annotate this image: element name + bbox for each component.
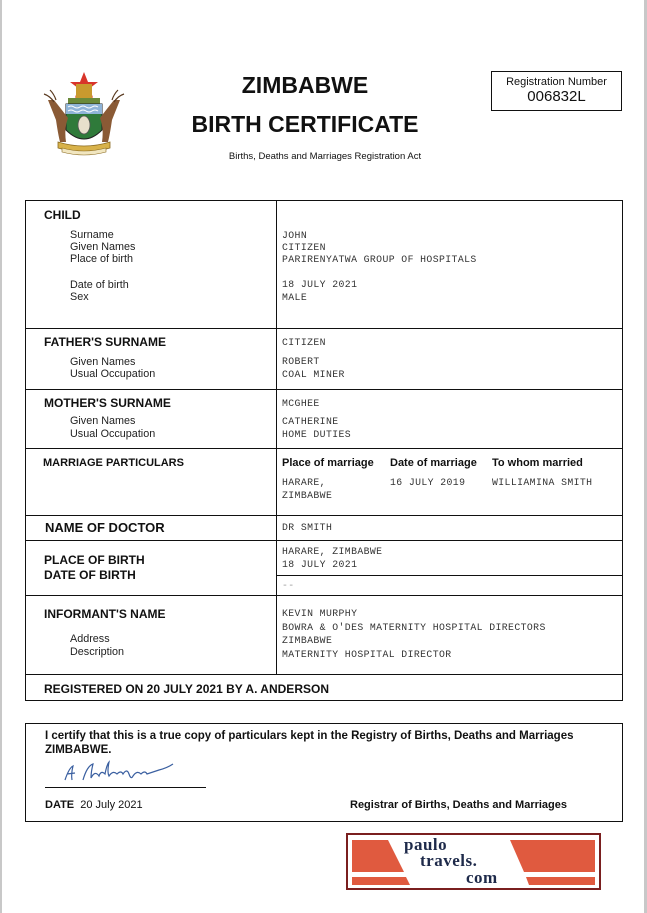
certification-date <box>45 799 143 811</box>
row-divider <box>26 448 622 449</box>
date-of-birth-heading: DATE OF BIRTH <box>44 568 136 582</box>
marriage-place-line2: ZIMBABWE <box>282 490 333 501</box>
marriage-date-value: 16 JULY 2019 <box>390 477 466 488</box>
certification-text-line2: ZIMBABWE. <box>45 744 112 756</box>
informant-address-line2: ZIMBABWE <box>282 635 333 646</box>
marriage-place-column: Place of marriage <box>282 457 374 469</box>
registrar-title: Registrar of Births, Deaths and Marriages <box>350 799 568 811</box>
row-divider <box>26 389 622 390</box>
particulars-table <box>25 200 623 701</box>
child-heading: CHILD <box>44 208 81 222</box>
mother-surname-value: MCGHEE <box>282 398 320 409</box>
logo-line2: travels. <box>420 851 478 870</box>
father-occupation-value: COAL MINER <box>282 369 345 380</box>
mother-given-names-value: CATHERINE <box>282 416 339 427</box>
child-given-names-label: Given Names <box>70 241 136 253</box>
informant-heading: INFORMANT'S NAME <box>44 607 166 621</box>
row-divider <box>26 540 622 541</box>
child-date-of-birth-label: Date of birth <box>70 279 129 291</box>
coat-of-arms-icon <box>30 70 138 160</box>
informant-description-label: Description <box>70 646 125 658</box>
document-title: BIRTH CERTIFICATE <box>191 111 419 137</box>
row-divider <box>26 595 622 596</box>
father-heading: FATHER'S SURNAME <box>44 335 166 349</box>
doctor-heading: NAME OF DOCTOR <box>45 520 165 535</box>
act-subtitle: Births, Deaths and Marriages Registration Act <box>228 151 422 162</box>
child-sex-value: MALE <box>282 292 308 303</box>
page-edge-left <box>0 0 2 913</box>
marriage-date-column: Date of marriage <box>390 457 477 469</box>
father-given-names-label: Given Names <box>70 356 136 368</box>
informant-description-value: MATERNITY HOSPITAL DIRECTOR <box>282 649 452 660</box>
informant-address-line1: BOWRA & O'DES MATERNITY HOSPITAL DIRECTORS <box>282 622 546 633</box>
marriage-heading: MARRIAGE PARTICULARS <box>43 457 184 469</box>
signature-icon <box>61 760 196 786</box>
mother-occupation-value: HOME DUTIES <box>282 429 352 440</box>
child-surname-value: JOHN <box>282 230 308 241</box>
paulo-travels-logo <box>346 833 601 890</box>
child-sex-label: Sex <box>70 291 89 303</box>
certification-text <box>45 729 615 757</box>
marriage-place-line1: HARARE, <box>282 477 326 488</box>
row-divider <box>26 515 622 516</box>
marriage-spouse-column: To whom married <box>492 457 583 469</box>
doctor-value: DR SMITH <box>282 522 333 533</box>
date-value: 20 July 2021 <box>80 799 143 811</box>
place-of-birth-value: HARARE, ZIMBABWE <box>282 546 383 557</box>
child-place-of-birth-label: Place of birth <box>70 253 134 265</box>
birth-extra-value: -- <box>282 580 295 591</box>
date-label: DATE <box>45 799 75 811</box>
informant-name-value: KEVIN MURPHY <box>282 608 358 619</box>
mother-given-names-label: Given Names <box>70 415 136 427</box>
registration-number-value: 006832L <box>527 88 586 105</box>
mother-heading: MOTHER'S SURNAME <box>44 396 171 410</box>
date-of-birth-value: 18 JULY 2021 <box>282 559 358 570</box>
father-given-names-value: ROBERT <box>282 356 320 367</box>
registration-number-box <box>491 71 622 111</box>
father-surname-value: CITIZEN <box>282 337 326 348</box>
father-occupation-label: Usual Occupation <box>70 368 156 380</box>
logo-line3: com <box>466 868 498 887</box>
child-place-of-birth-value: PARIRENYATWA GROUP OF HOSPITALS <box>282 254 477 265</box>
registered-statement: REGISTERED ON 20 JULY 2021 BY A. ANDERSON <box>44 682 329 696</box>
column-divider <box>276 201 277 674</box>
row-divider <box>276 575 622 576</box>
row-divider <box>26 328 622 329</box>
certification-box <box>25 723 623 822</box>
signature-line <box>45 787 206 788</box>
child-given-names-value: CITIZEN <box>282 242 326 253</box>
marriage-spouse-value: WILLIAMINA SMITH <box>492 477 593 488</box>
informant-address-label: Address <box>70 633 110 645</box>
logo-line1: paulo <box>404 835 448 854</box>
row-divider <box>26 674 622 675</box>
child-surname-label: Surname <box>70 229 114 241</box>
mother-occupation-label: Usual Occupation <box>70 428 156 440</box>
country-title: ZIMBABWE <box>241 72 369 98</box>
child-date-of-birth-value: 18 JULY 2021 <box>282 279 358 290</box>
registration-number-label: Registration Number <box>506 76 607 88</box>
place-of-birth-heading: PLACE OF BIRTH <box>44 553 145 567</box>
certification-text-line1: I certify that this is a true copy of particulars kept in the Registry of Births, Deaths and Marriages <box>45 730 574 742</box>
